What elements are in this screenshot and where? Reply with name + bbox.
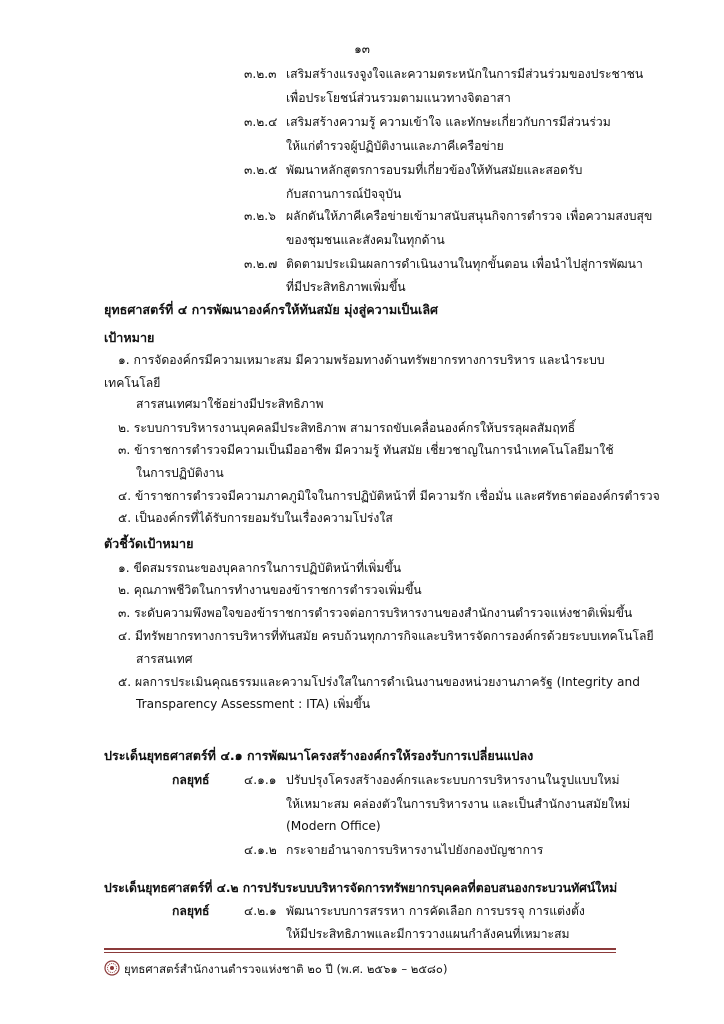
goal-3-line1: ๓. ข้าราชการตำรวจมีความเป็นมืออาชีพ มีความรู้ ทันสมัย เชี่ยวชาญในการนำเทคโนโลยีมาใช้ (118, 443, 614, 457)
tactic-411-line1: ปรับปรุงโครงสร้างองค์กรและระบบการบริหารงานในรูปแบบใหม่ (286, 773, 620, 787)
item-323-line2: เพื่อประโยชน์ส่วนรวมตามแนวทางจิตอาสา (286, 91, 511, 105)
indicators-heading: ตัวชี้วัดเป้าหมาย (104, 536, 194, 551)
goals-heading: เป้าหมาย (104, 330, 155, 345)
item-325-line2: กับสถานการณ์ปัจจุบัน (286, 187, 402, 201)
indicator-5-line2: Transparency Assessment : ITA) เพิ่มขึ้น (136, 697, 371, 711)
item-327-num: ๓.๒.๗ (244, 257, 278, 271)
indicator-5-line1: ๕. ผลการประเมินคุณธรรมและความโปร่งใสในการดำเนินงานของหน่วยงานภาครัฐ (Integrity and (118, 675, 640, 689)
item-323-num: ๓.๒.๓ (244, 67, 277, 81)
goal-1-line3: สารสนเทศมาใช้อย่างมีประสิทธิภาพ (136, 397, 324, 411)
tactic-411-line3: (Modern Office) (286, 819, 381, 833)
item-324-line2: ให้แก่ตำรวจผู้ปฏิบัติงานและภาคีเครือข่าย (286, 139, 504, 153)
goal-1-line1: ๑. การจัดองค์กรมีความเหมาะสม มีความพร้อมทางด้านทรัพยากรทางการบริหาร และนำระบบ (118, 353, 605, 367)
issue-41-title: ประเด็นยุทธศาสตร์ที่ ๔.๑ การพัฒนาโครงสร้างองค์กรให้รองรับการเปลี่ยนแปลง (104, 748, 534, 763)
issue-42-title: ประเด็นยุทธศาสตร์ที่ ๔.๒ การปรับระบบบริหารจัดการทรัพยากรบุคคลที่ตอบสนองกระบวนทัศน์ใหม่ (104, 881, 618, 895)
tactic-412-num: ๔.๑.๒ (244, 843, 277, 857)
item-325-num: ๓.๒.๕ (244, 163, 278, 177)
issue-42-tactic-label: กลยุทธ์ (172, 904, 210, 918)
tactic-421-line1: พัฒนาระบบการสรรหา การคัดเลือก การบรรจุ การแต่งตั้ง (286, 904, 585, 918)
tactic-421-num: ๔.๒.๑ (244, 904, 277, 918)
item-327-line2: ที่มีประสิทธิภาพเพิ่มขึ้น (286, 280, 406, 294)
indicator-4-line2: สารสนเทศ (136, 652, 193, 666)
item-327-line1: ติดตามประเมินผลการดำเนินงานในทุกขั้นตอน เพื่อนำไปสู่การพัฒนา (286, 257, 643, 271)
goal-4: ๔. ข้าราชการตำรวจมีความภาคภูมิใจในการปฏิบัติหน้าที่ มีความรัก เชื่อมั่น และศรัทธาต่อองค์กรตำรวจ (118, 489, 660, 503)
item-323-line1: เสริมสร้างแรงจูงใจและความตระหนักในการมีส่วนร่วมของประชาชน (286, 67, 644, 81)
item-326-line1: ผลักดันให้ภาคีเครือข่ายเข้ามาสนับสนุนกิจการตำรวจ เพื่อความสงบสุข (286, 209, 653, 223)
goal-3-line2: ในการปฏิบัติงาน (136, 466, 224, 480)
tactic-421-line2: ให้มีประสิทธิภาพและมีการวางแผนกำลังคนที่เหมาะสม (286, 927, 570, 941)
indicator-3: ๓. ระดับความพึงพอใจของข้าราชการตำรวจต่อการบริหารงานของสำนักงานตำรวจแห่งชาติเพิ่มขึ้น (118, 606, 633, 620)
goal-1-line2: เทคโนโลยี (104, 376, 161, 390)
indicator-2: ๒. คุณภาพชีวิตในการทำงานของข้าราชการตำรวจเพิ่มขึ้น (118, 583, 422, 597)
item-324-num: ๓.๒.๔ (244, 115, 278, 129)
issue-41-tactic-label: กลยุทธ์ (172, 773, 210, 787)
strategy4-title: ยุทธศาสตร์ที่ ๔ การพัฒนาองค์กรให้ทันสมัย มุ่งสู่ความเป็นเลิศ (104, 302, 439, 317)
item-326-line2: ของชุมชนและสังคมในทุกด้าน (286, 233, 445, 247)
goal-5: ๕. เป็นองค์กรที่ได้รับการยอมรับในเรื่องความโปร่งใส (118, 511, 393, 525)
footer-divider (104, 948, 616, 950)
footer-divider-thin (104, 952, 616, 953)
item-326-num: ๓.๒.๖ (244, 209, 276, 223)
tactic-411-num: ๔.๑.๑ (244, 773, 277, 787)
tactic-412-line1: กระจายอำนาจการบริหารงานไปยังกองบัญชาการ (286, 843, 544, 857)
goal-2: ๒. ระบบการบริหารงานบุคคลมีประสิทธิภาพ สามารถขับเคลื่อนองค์กรให้บรรลุผลสัมฤทธิ์ (118, 421, 576, 435)
tactic-411-line2: ให้เหมาะสม คล่องตัวในการบริหารงาน และเป็นสำนักงานสมัยใหม่ (286, 797, 631, 811)
item-324-line1: เสริมสร้างความรู้ ความเข้าใจ และทักษะเกี่ยวกับการมีส่วนร่วม (286, 115, 611, 129)
indicator-4-line1: ๔. มีทรัพยากรทางการบริหารที่ทันสมัย ครบถ้วนทุกภารกิจและบริหารจัดการองค์กรด้วยระบบเทคโนโลยี (118, 629, 654, 643)
item-325-line1: พัฒนาหลักสูตรการอบรมที่เกี่ยวข้องให้ทันสมัยและสอดรับ (286, 163, 583, 177)
indicator-1: ๑. ขีดสมรรถนะของบุคลากรในการปฏิบัติหน้าที่เพิ่มขึ้น (118, 561, 402, 575)
page-number: ๑๓ (354, 42, 370, 56)
police-emblem-icon (104, 960, 120, 976)
footer-text: ยุทธศาสตร์สำนักงานตำรวจแห่งชาติ ๒๐ ปี (พ.ศ. ๒๕๖๑ – ๒๕๘๐) (124, 962, 448, 976)
